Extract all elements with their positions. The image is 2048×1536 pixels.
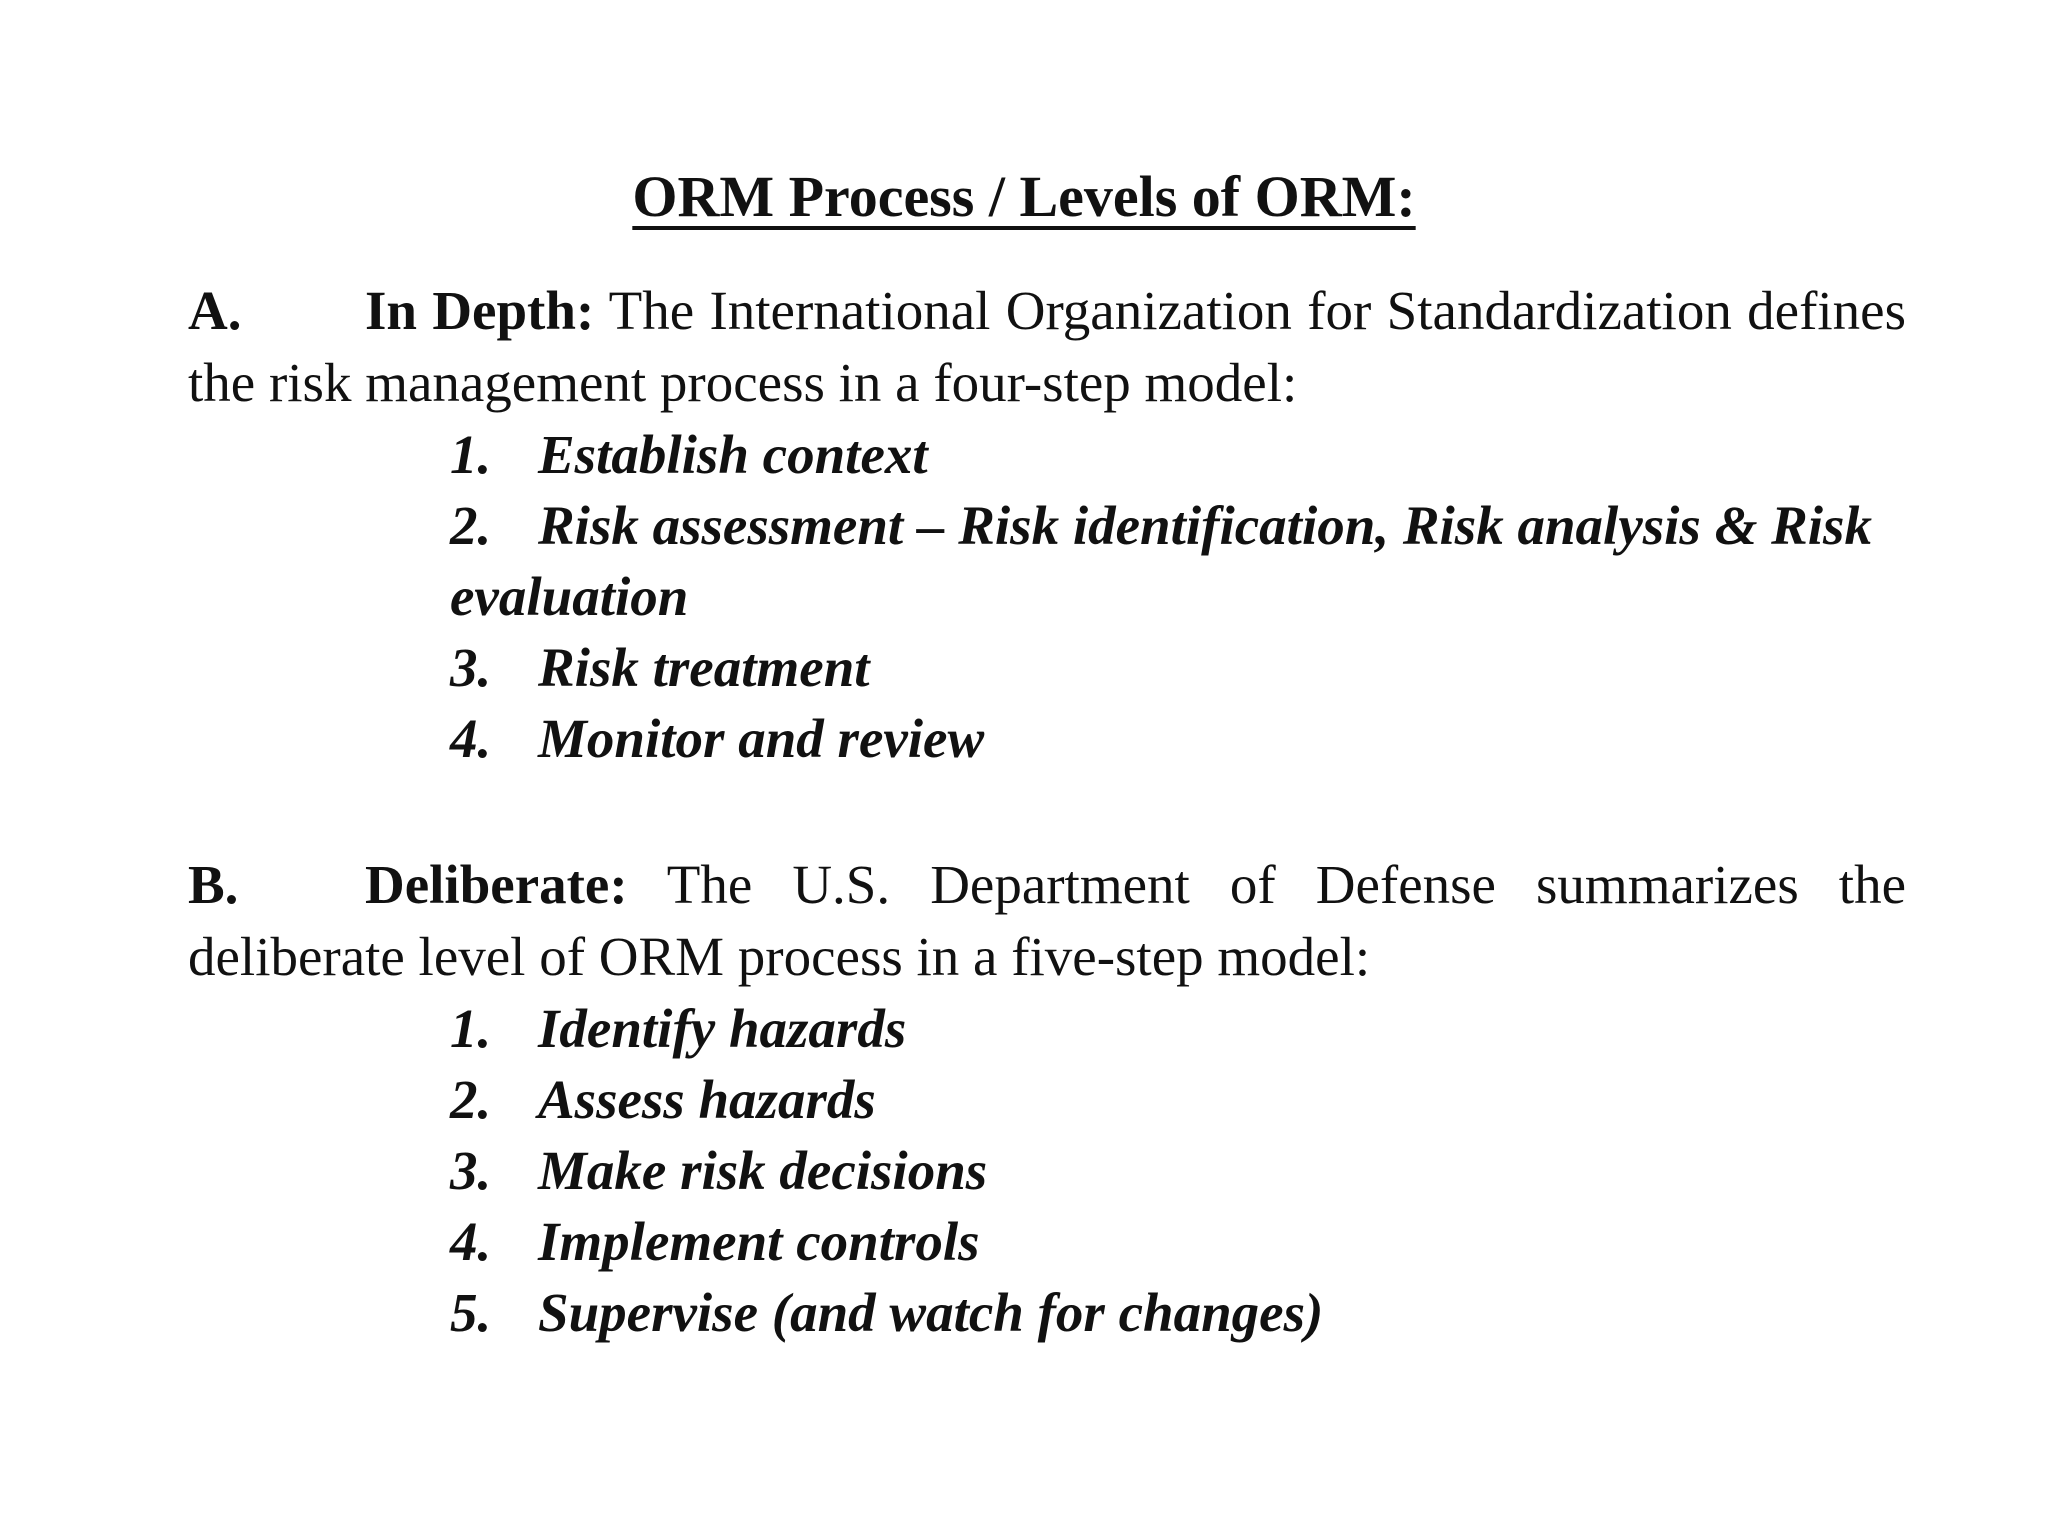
step-text: Make risk decisions [538, 1140, 988, 1201]
step-number: 5. [450, 1282, 492, 1343]
list-item [450, 1135, 1906, 1206]
section-intro-text: The U.S. Department of Defense summarizes the deliberate level of ORM process in a five-step model: [188, 854, 1906, 987]
step-text: Identify hazards [538, 998, 907, 1059]
list-item [450, 703, 1906, 774]
step-text: Monitor and review [538, 708, 985, 769]
list-item [450, 419, 1906, 490]
page-title-text: ORM Process / Levels of ORM: [632, 164, 1416, 229]
list-item [450, 1064, 1906, 1135]
section-heading: Deliberate: [365, 854, 628, 915]
step-text: Assess hazards [538, 1069, 876, 1130]
step-number: 4. [450, 1211, 492, 1272]
section-intro-text: The International Organization for Standardization defines the risk management process in a four-step model: [188, 280, 1906, 413]
section-intro [188, 275, 1906, 419]
step-number: 2. [450, 495, 492, 556]
step-number: 3. [450, 1140, 492, 1201]
section-intro [188, 849, 1906, 993]
step-text: Risk treatment [538, 637, 870, 698]
step-text: Establish context [538, 424, 928, 485]
step-text: Risk assessment – Risk identification, Risk analysis & Risk evaluation [450, 495, 1872, 627]
step-list [450, 419, 1906, 774]
section-deliberate [188, 849, 1906, 1348]
list-item [450, 1277, 1906, 1348]
step-text: Implement controls [538, 1211, 980, 1272]
section-heading: In Depth: [365, 280, 595, 341]
section-in-depth [188, 275, 1906, 774]
step-text: Supervise (and watch for changes) [538, 1282, 1324, 1343]
page-title [0, 164, 2048, 229]
step-number: 3. [450, 637, 492, 698]
step-number: 1. [450, 998, 492, 1059]
step-number: 4. [450, 708, 492, 769]
list-item [450, 632, 1906, 703]
list-item [450, 490, 1906, 632]
list-item [450, 1206, 1906, 1277]
step-number: 2. [450, 1069, 492, 1130]
list-item [450, 993, 1906, 1064]
section-letter: B. [188, 854, 239, 915]
section-letter: A. [188, 280, 242, 341]
step-list [450, 993, 1906, 1348]
step-number: 1. [450, 424, 492, 485]
